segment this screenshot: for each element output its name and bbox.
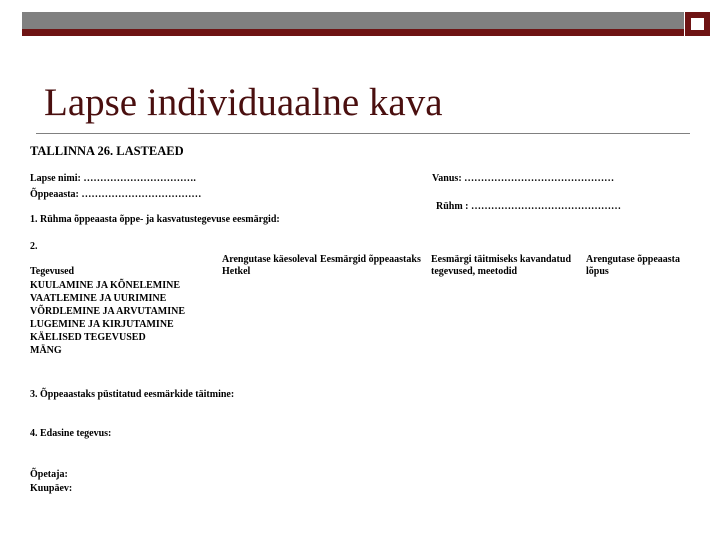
slide-title: Lapse individuaalne kava: [44, 81, 443, 124]
kindergarten-name: TALLINNA 26. LASTEAED: [30, 144, 184, 158]
child-name-field: Lapse nimi: …………………………….: [30, 173, 196, 184]
teacher-label: Õpetaja:: [30, 469, 68, 480]
date-label: Kuupäev:: [30, 483, 73, 494]
age-field: Vanus: ………………………………………: [432, 173, 615, 184]
activity-item: VÕRDLEMINE JA ARVUTAMINE: [30, 306, 186, 317]
col-activities: Tegevused: [30, 266, 75, 277]
section-4-heading: 4. Edasine tegevus:: [30, 428, 112, 439]
group-field: Rühm : ………………………………………: [436, 201, 622, 212]
school-year-field: Õppeaasta: ………………………………: [30, 189, 202, 200]
col-methods-line2: tegevused, meetodid: [431, 266, 518, 277]
section-1-heading: 1. Rühma õppeaasta õppe- ja kasvatustegevuse eesmärgid:: [30, 214, 280, 225]
section-2-heading: 2.: [30, 241, 38, 252]
activity-item: KUULAMINE JA KÕNELEMINE: [30, 280, 181, 291]
activity-item: LUGEMINE JA KIRJUTAMINE: [30, 319, 174, 330]
col-current-level-line1: Arengutase käesoleval: [222, 254, 318, 265]
col-end-level-line1: Arengutase õppeaasta: [586, 254, 680, 265]
activity-item: KÄELISED TEGEVUSED: [30, 332, 146, 343]
activity-item: VAATLEMINE JA UURIMINE: [30, 293, 167, 304]
section-3-heading: 3. Õppeaastaks püstitatud eesmärkide täitmine:: [30, 389, 235, 400]
col-end-level-line2: lõpus: [586, 266, 609, 277]
col-methods-line1: Eesmärgi täitmiseks kavandatud: [431, 254, 572, 265]
activity-item: MÄNG: [30, 345, 62, 356]
col-goals: Eesmärgid õppeaastaks: [320, 254, 421, 265]
col-current-level-line2: Hetkel: [222, 266, 251, 277]
